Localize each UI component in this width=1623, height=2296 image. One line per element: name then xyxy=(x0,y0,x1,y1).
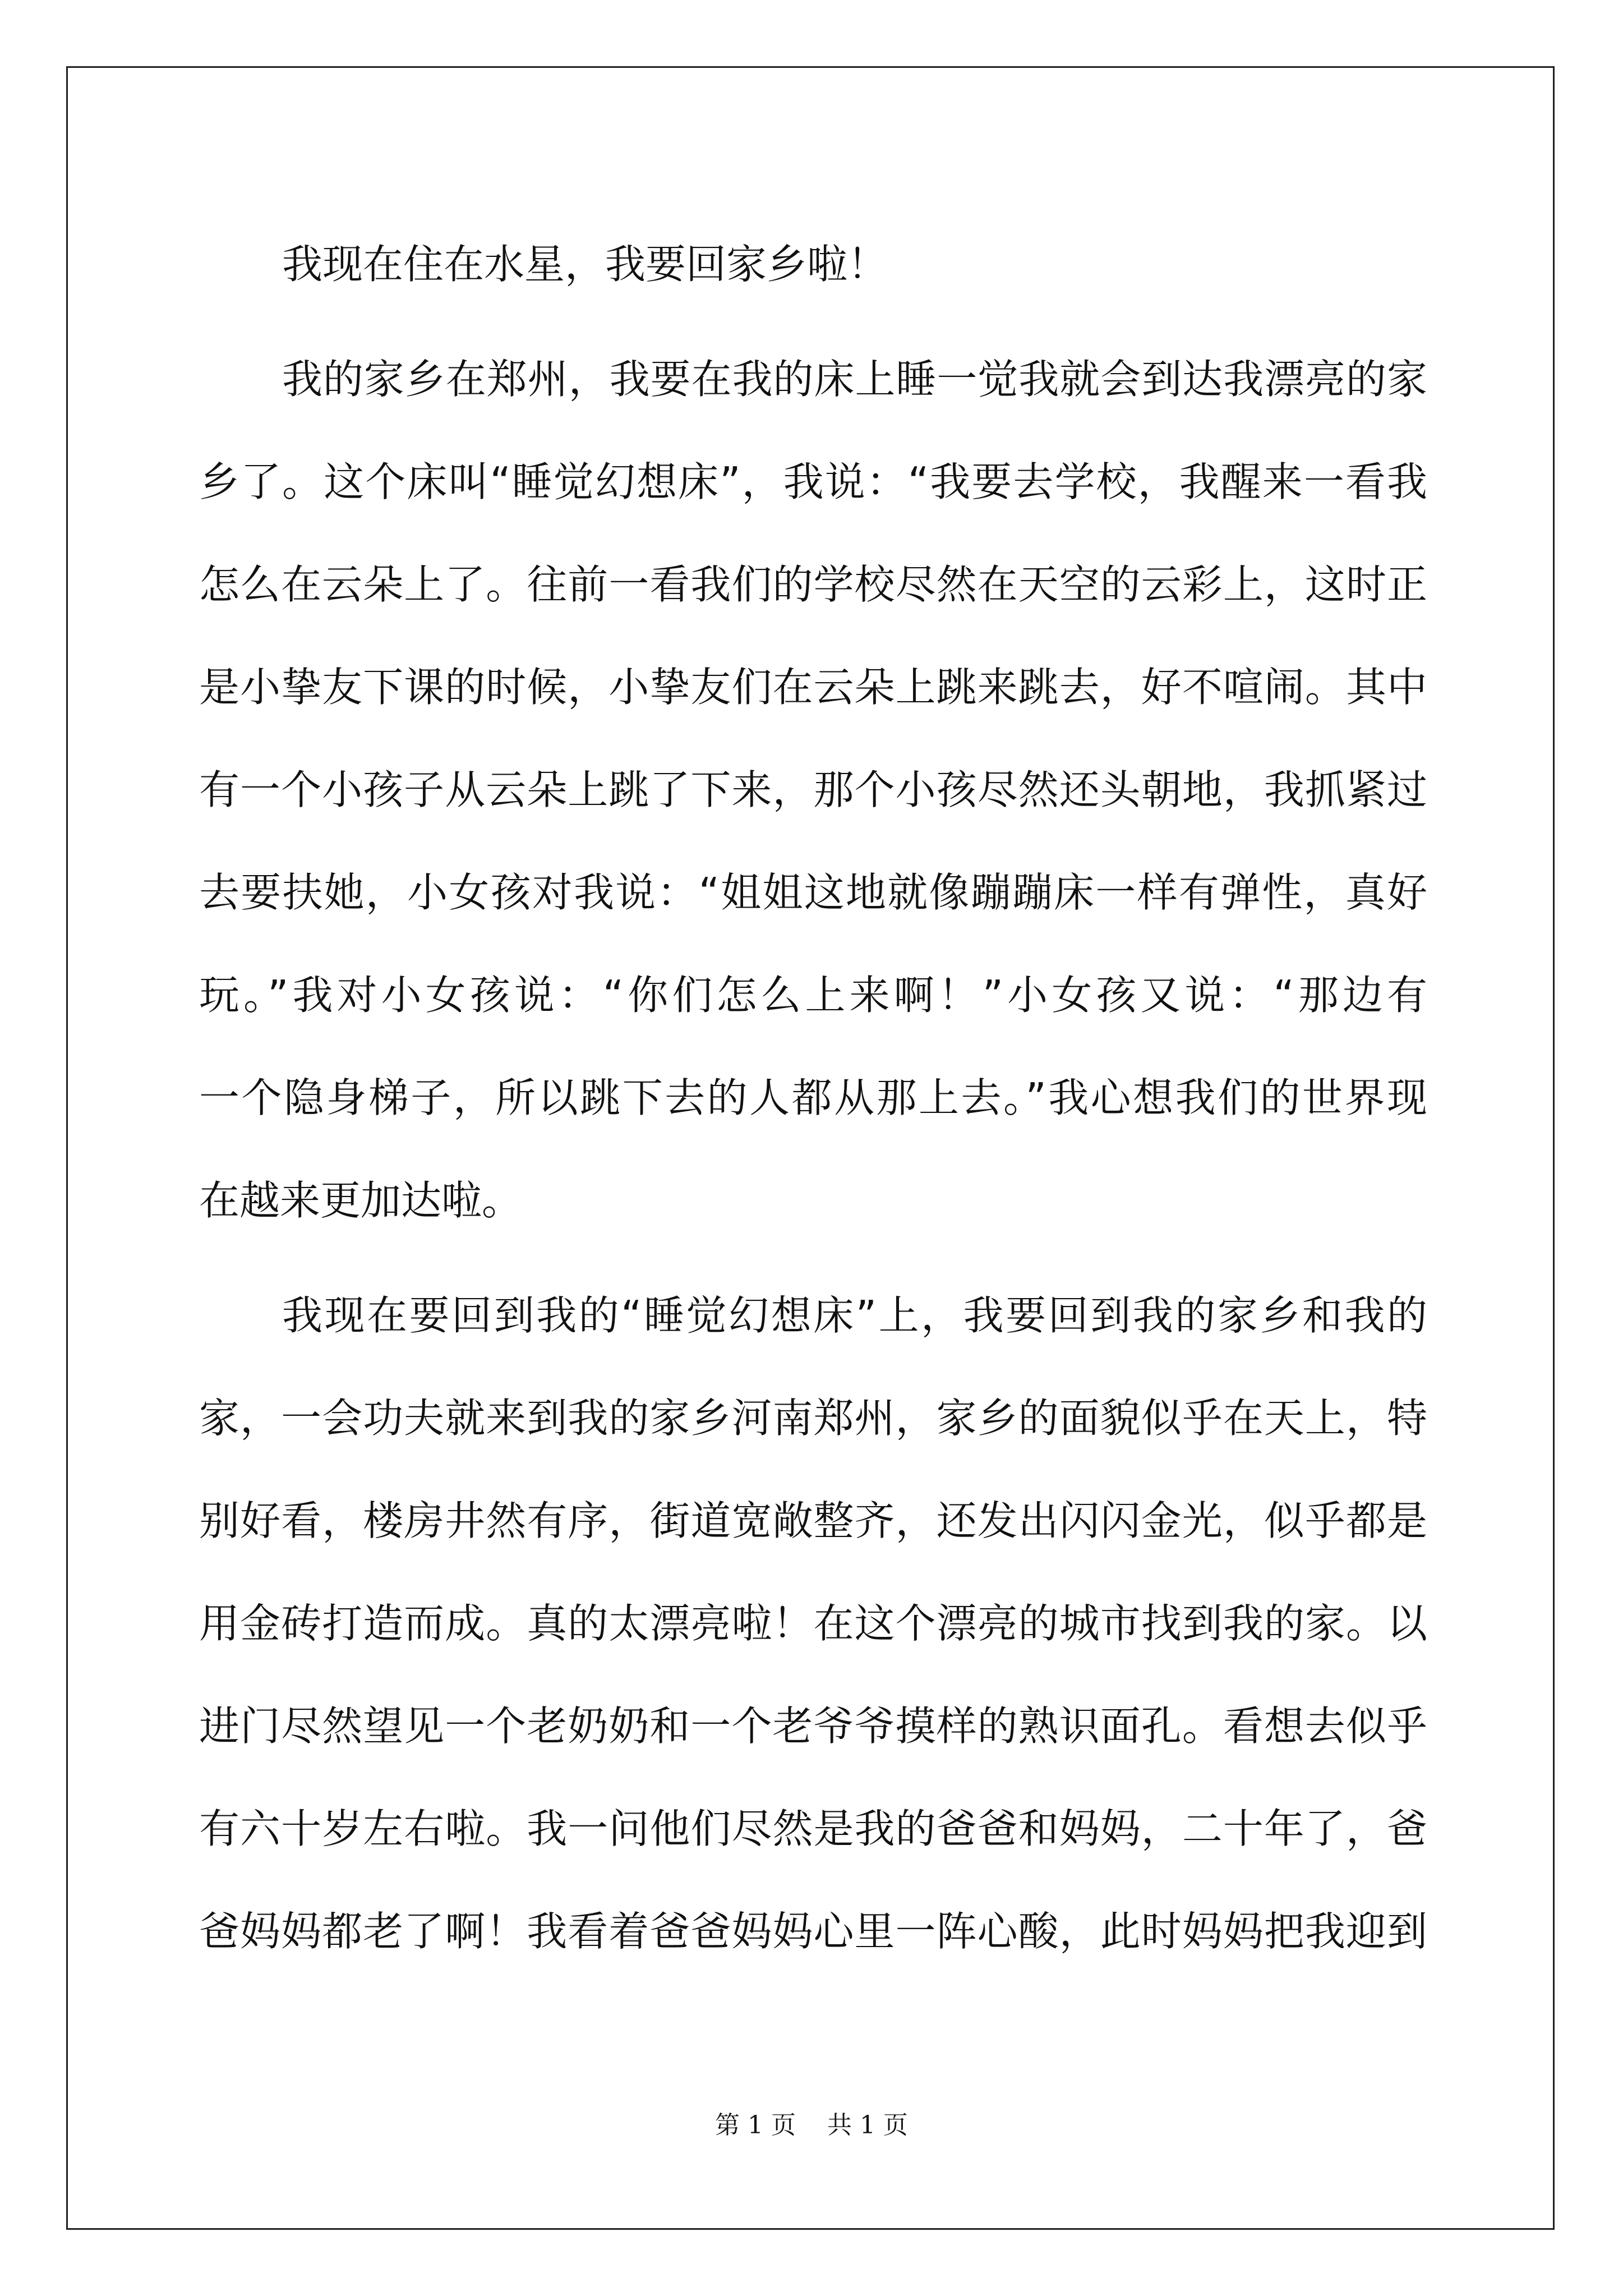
text-line: 别好看，楼房井然有序，街道宽敞整齐，还发出闪闪金光，似乎都是 xyxy=(199,1497,1427,1544)
text-line: 进门尽然望见一个老奶奶和一个老爷爷摸样的熟识面孔。看想去似乎 xyxy=(199,1703,1427,1750)
paragraph xyxy=(199,1264,1427,1983)
text-line: 有六十岁左右啦。我一问他们尽然是我的爸爸和妈妈，二十年了，爸 xyxy=(199,1805,1427,1852)
text-line: 在越来更加达啦。 xyxy=(199,1177,523,1224)
text-line: 家，一会功夫就来到我的家乡河南郑州，家乡的面貌似乎在天上，特 xyxy=(199,1395,1427,1442)
paragraph xyxy=(199,328,1427,1252)
document-body xyxy=(199,213,1427,1983)
text-line: 玩。”我对小女孩说：“你们怎么上来啊！”小女孩又说：“那边有 xyxy=(199,972,1427,1019)
text-line: 乡了。这个床叫“睡觉幻想床”，我说：“我要去学校，我醒来一看我 xyxy=(199,458,1427,505)
text-line: 是小挚友下课的时候，小挚友们在云朵上跳来跳去，好不喧闹。其中 xyxy=(199,664,1427,711)
text-line: 有一个小孩子从云朵上跳了下来，那个小孩尽然还头朝地，我抓紧过 xyxy=(199,766,1427,813)
text-line: 怎么在云朵上了。往前一看我们的学校尽然在天空的云彩上，这时正 xyxy=(199,561,1427,608)
text-line: 用金砖打造而成。真的太漂亮啦！在这个漂亮的城市找到我的家。以 xyxy=(199,1600,1427,1647)
text-line: 我现在要回到我的“睡觉幻想床”上，我要回到我的家乡和我的 xyxy=(282,1292,1427,1339)
page-number-footer: 第 1 页 共 1 页 xyxy=(715,2111,908,2139)
paragraph xyxy=(199,213,1427,316)
text-line: 我现在住在水星，我要回家乡啦！ xyxy=(282,241,888,288)
text-line: 一个隐身梯子，所以跳下去的人都从那上去。”我心想我们的世界现 xyxy=(199,1074,1427,1121)
text-line: 爸妈妈都老了啊！我看着爸爸妈妈心里一阵心酸，此时妈妈把我迎到 xyxy=(199,1908,1427,1955)
text-line: 我的家乡在郑州，我要在我的床上睡一觉我就会到达我漂亮的家 xyxy=(282,356,1427,403)
text-line: 去要扶她，小女孩对我说：“姐姐这地就像蹦蹦床一样有弹性，真好 xyxy=(199,869,1427,916)
